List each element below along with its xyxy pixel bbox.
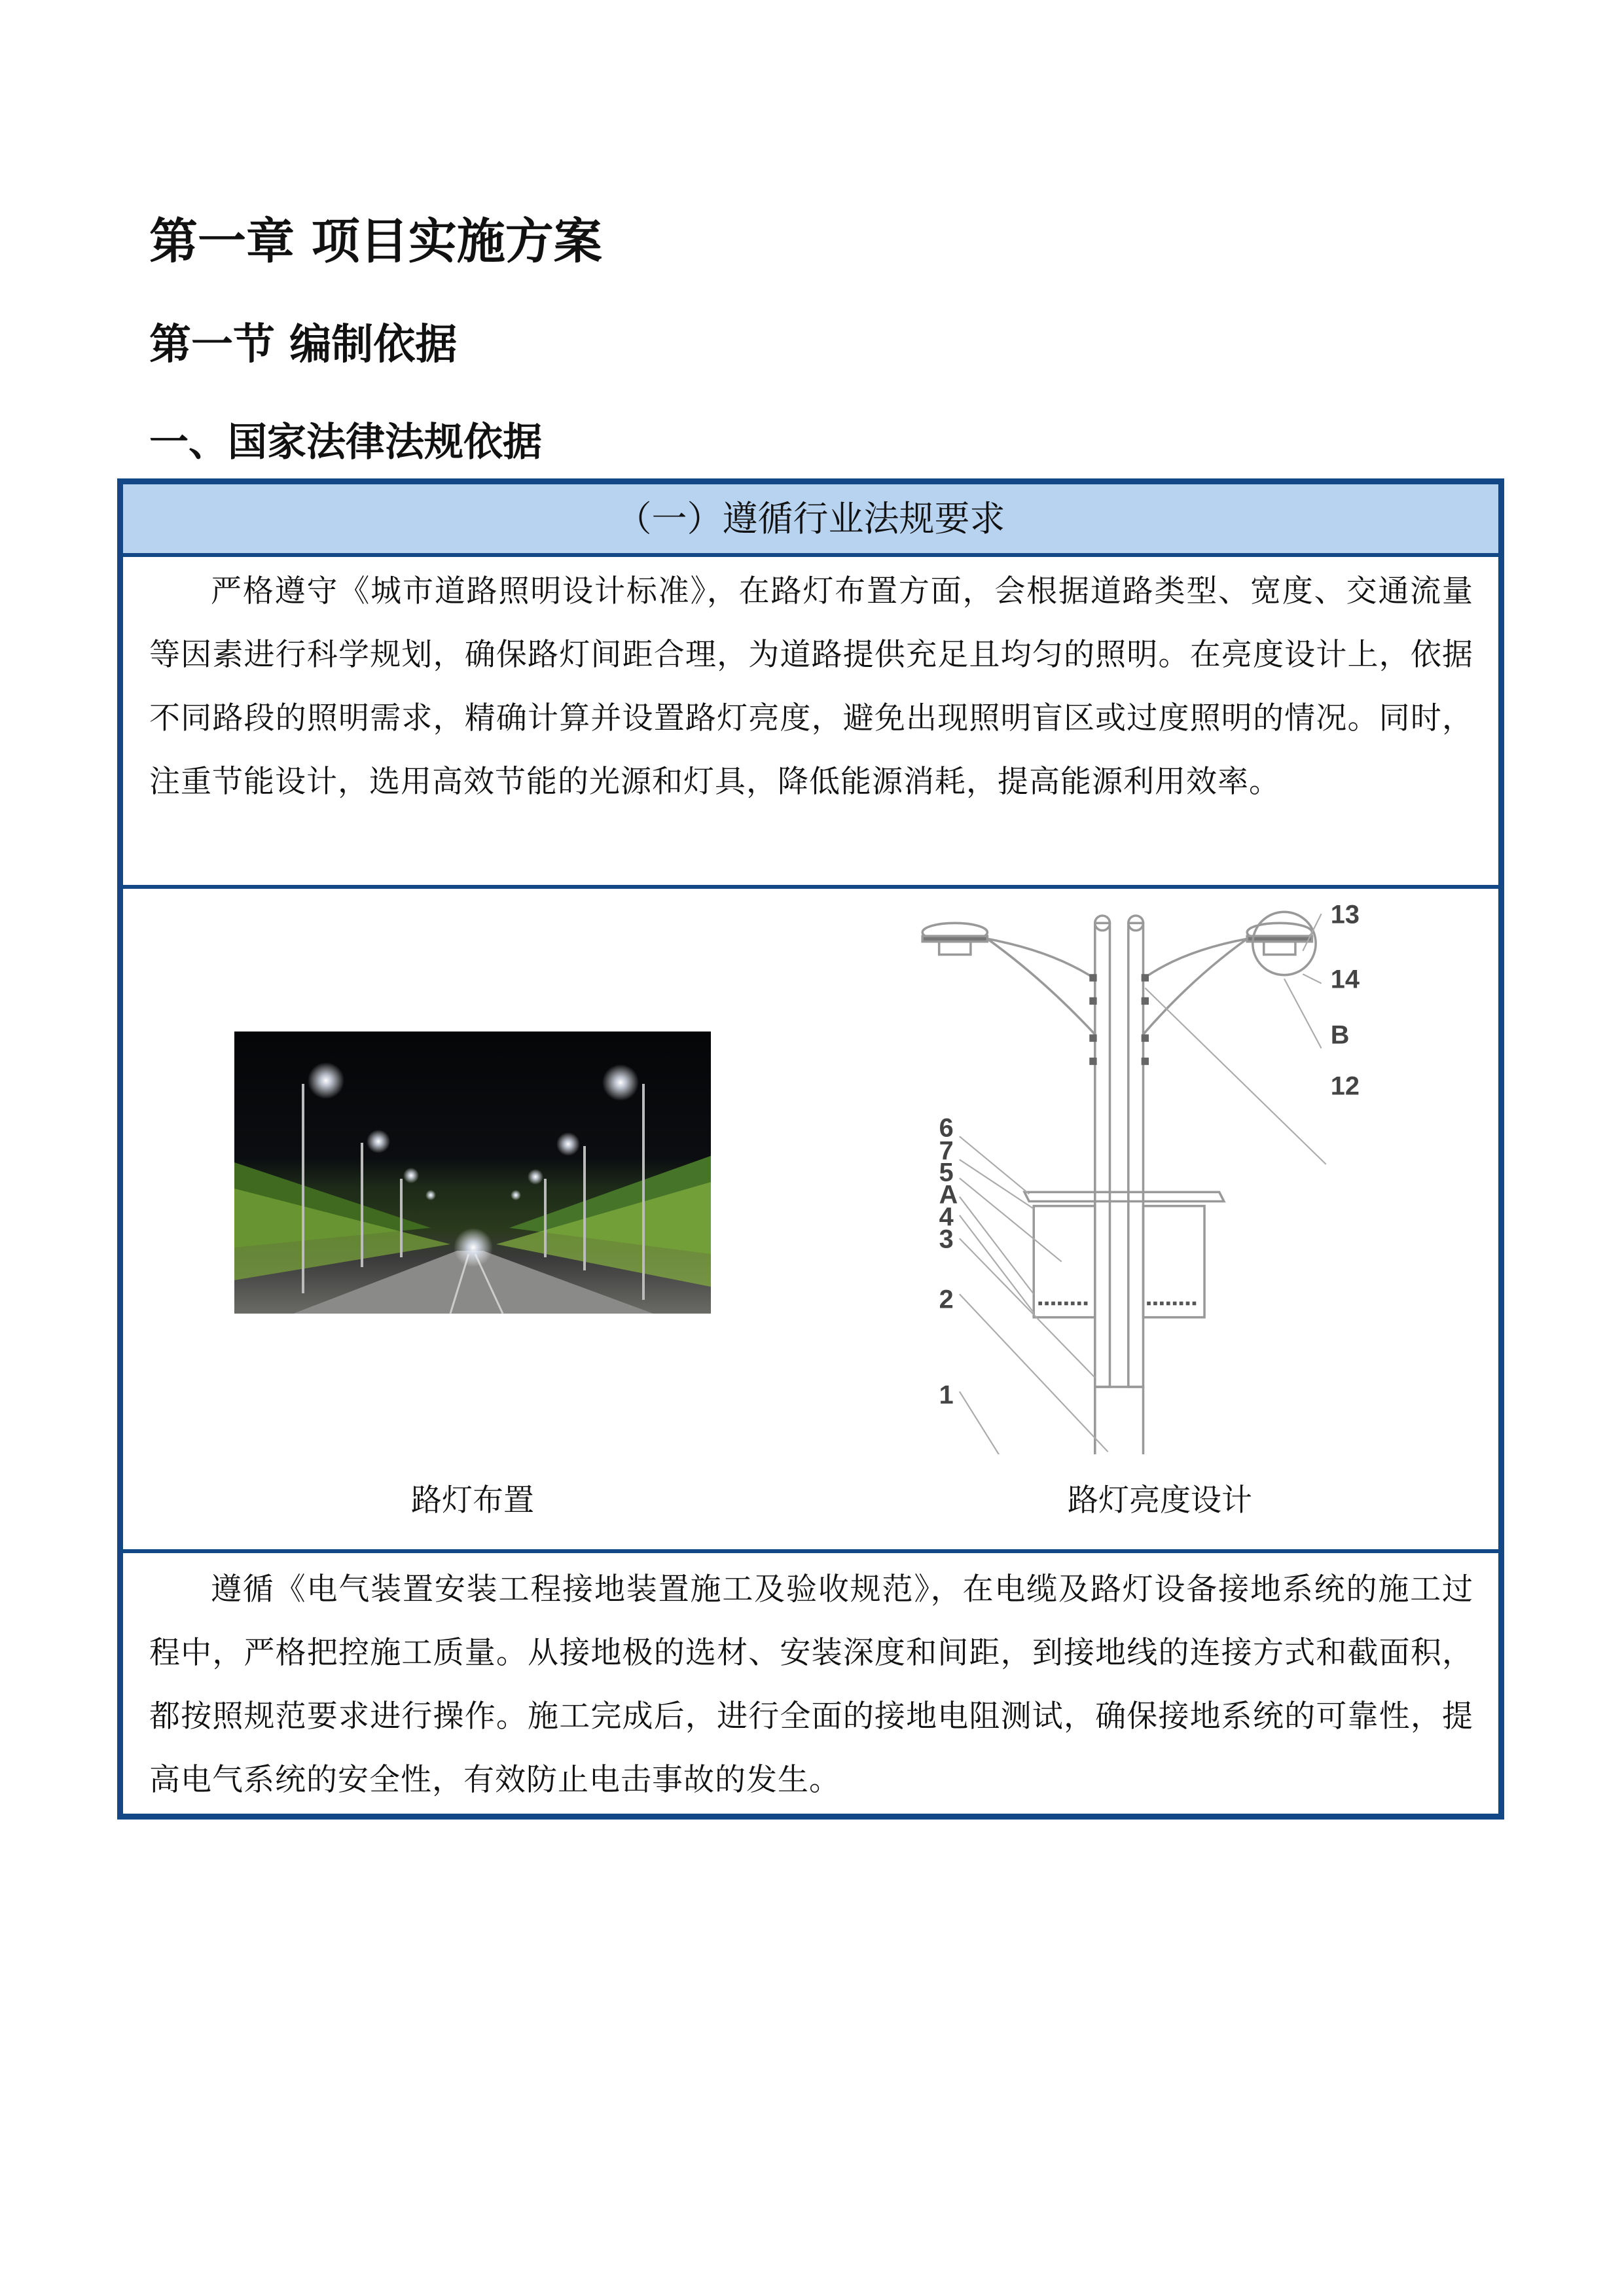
svg-text:1: 1	[939, 1380, 954, 1410]
paragraph-lighting-standard: 严格遵守《城市道路照明设计标准》，在路灯布置方面，会根据道路类型、宽度、交通流量等因素进行科学规划，确保路灯间距合理，为道路提供充足且均匀的照明。在亮度设计上，依据不同路段的照明需求，精确计算并设置路灯亮度，避免出现照明盲区或过度照明的情况。同时，注重节能设计，选用高效节能的光源和灯具，降低能源消耗，提高能源利用效率。	[149, 573, 1473, 800]
street-light-layout-photo	[234, 1031, 711, 1314]
svg-text:12: 12	[1330, 1071, 1360, 1101]
chapter-title: 第一章 项目实施方案	[149, 213, 602, 270]
row-divider	[123, 1549, 1498, 1553]
svg-text:7: 7	[939, 1136, 954, 1166]
svg-text:2: 2	[939, 1285, 954, 1314]
row-divider	[123, 885, 1498, 889]
svg-text:3: 3	[939, 1225, 954, 1254]
content-table	[117, 478, 1504, 1820]
street-light-structure-diagram	[913, 893, 1396, 1454]
svg-text:14: 14	[1330, 965, 1360, 994]
section-title: 第一节 编制依据	[149, 321, 458, 369]
paragraph-grounding-standard: 遵循《电气装置安装工程接地装置施工及验收规范》，在电缆及路灯设备接地系统的施工过程中，严格把控施工质量。从接地极的选材、安装深度和间距，到接地线的连接方式和截面积，都按照规范要求进行操作。施工完成后，进行全面的接地电阻测试，确保接地系统的可靠性，提高电气系统的安全性，有效防止电击事故的发生。	[149, 1571, 1473, 1798]
svg-text:13: 13	[1330, 900, 1360, 929]
subsection-title: 一、国家法律法规依据	[149, 420, 542, 465]
svg-text:A: A	[939, 1180, 958, 1210]
svg-text:5: 5	[939, 1158, 954, 1187]
table-header: （一）遵循行业法规要求	[123, 484, 1498, 557]
svg-text:B: B	[1330, 1020, 1350, 1050]
svg-text:6: 6	[939, 1113, 954, 1143]
figure-caption-layout: 路灯布置	[411, 1482, 534, 1518]
svg-text:4: 4	[939, 1202, 954, 1232]
figure-caption-brightness: 路灯亮度设计	[1068, 1482, 1252, 1518]
